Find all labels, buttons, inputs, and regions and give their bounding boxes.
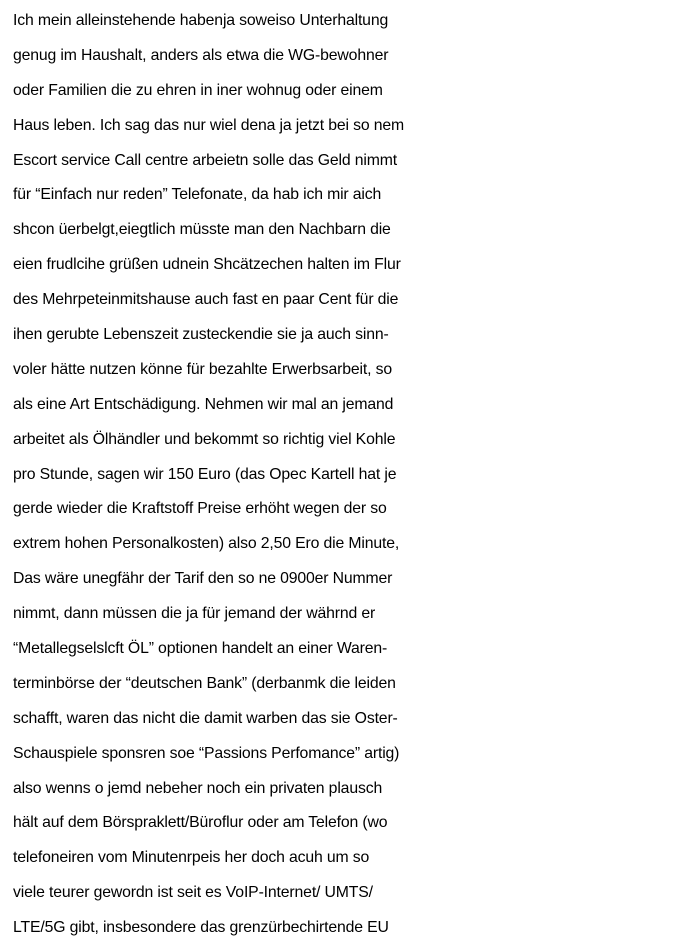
text-line-7: shcon üerbelgt,eiegtlich müsste man den Nachbarn die [13,221,391,239]
text-line-8: eien frudlcihe grüßen udnein Shcätzechen halten im Flur [13,256,401,274]
text-line-24: hält auf dem Börspraklett/Büroflur oder am Telefon (wo [13,814,388,832]
text-line-21: schafft, waren das nicht die damit warben das sie Oster- [13,709,398,727]
text-line-9: des Mehrpeteinmitshause auch fast en paar Cent für die [13,291,399,309]
text-line-11: voler hätte nutzen könne für bezahlte Erwerbsarbeit, so [13,360,392,378]
text-line-4: Haus leben. Ich sag das nur wiel dena ja jetzt bei so nem [13,116,404,134]
text-line-27: LTE/5G gibt, insbesondere das grenzürbechirtende EU [13,919,389,937]
text-line-17: Das wäre unegfähr der Tarif den so ne 0900er Nummer [13,570,393,588]
text-line-1: Ich mein alleinstehende habenja soweiso Unterhaltung [13,12,389,29]
text-line-12: als eine Art Entschädigung. Nehmen wir mal an jemand [13,395,394,413]
text-line-5: Escort service Call centre arbeietn solle das Geld nimmt [13,151,398,169]
text-line-2: genug im Haushalt, anders als etwa die WG-bewohner [13,46,389,64]
text-line-22: Schauspiele sponsren soe “Passions Perfomance” artig) [13,744,400,762]
text-line-23: also wenns o jemd nebeher noch ein privaten plausch [13,779,383,797]
text-line-14: pro Stunde, sagen wir 150 Euro (das Opec Kartell hat je [13,465,397,483]
text-line-13: arbeitet als Ölhändler und bekommt so richtig viel Kohle [13,430,396,448]
text-line-3: oder Familien die zu ehren in iner wohnug oder einem [13,81,383,99]
text-line-19: “Metallegselslcft ÖL” optionen handelt an einer Waren- [13,640,388,658]
text-line-25: telefoneiren vom Minutenrpeis her doch acuh um so [13,849,370,867]
text-line-10: ihen gerubte Lebenszeit zusteckendie sie ja auch sinn- [13,326,389,344]
body-text [13,4,683,946]
text-line-16: extrem hohen Personalkosten) also 2,50 Ero die Minute, [13,535,400,553]
text-line-18: nimmt, dann müssen die ja für jemand der währnd er [13,605,376,623]
text-line-26: viele teurer gewordn ist seit es VoIP-Internet/ UMTS/ [13,884,373,902]
text-line-6: für “Einfach nur reden” Telefonate, da hab ich mir aich [13,186,382,204]
text-line-15: gerde wieder die Kraftstoff Preise erhöht wegen der so [13,500,387,518]
text-line-20: terminbörse der “deutschen Bank” (derbanmk die leiden [13,674,396,692]
